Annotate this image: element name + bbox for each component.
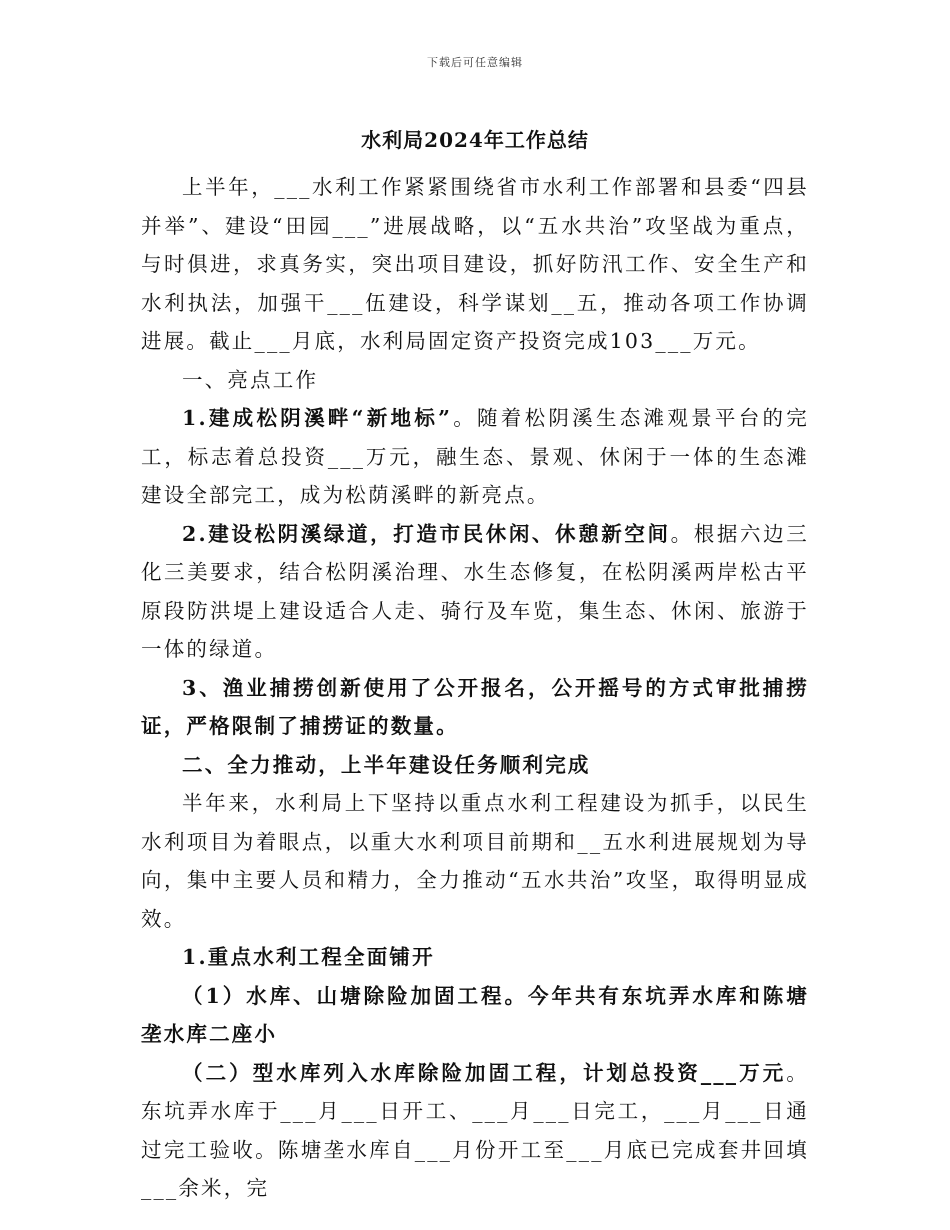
- paragraph-reservoir-2-text: 。东坑弄水库于___月___日开工、___月___日完工，___月___日通过完工验收。陈塘垄水库自___月份开工至___月底已完成套井回填___余米，完: [141, 1060, 809, 1200]
- paragraph-reservoir-2-heading: （二）型水库列入水库除险加固工程，计划总投资___万元: [182, 1060, 787, 1085]
- paragraph-greenway: [141, 515, 809, 669]
- paragraph-half-year: 半年来，水利局上下坚持以重点水利工程建设为抓手，以民生水利项目为着眼点，以重大水利项目前期和__五水利进展规划为导向，集中主要人员和精力，全力推动“五水共治”攻坚，取得明显成效。: [141, 791, 809, 931]
- paragraph-intro: 上半年，___水利工作紧紧围绕省市水利工作部署和县委“四县并举”、建设“田园___”进展战略，以“五水共治”攻坚战为重点，与时俱进，求真务实，突出项目建设，抓好防汛工作、安全生产和水利执法，加强干___伍建设，科学谋划__五，推动各项工作协调进展。截止___月底，水利局固定资产投资完成103___万元。: [141, 175, 809, 353]
- paragraph-landmark: [141, 399, 809, 515]
- document-body: [141, 168, 809, 1208]
- paragraph-landmark-heading: 1.建成松阴溪畔“新地标”: [182, 406, 453, 430]
- header-note: 下载后可任意编辑: [427, 56, 523, 69]
- paragraph-greenway-text: 。根据六边三化三美要求，结合松阴溪治理、水生态修复，在松阴溪两岸松古平原段防洪堤上建设适合人走、骑行及车览，集生态、休闲、旅游于一体的绿道。: [141, 521, 809, 661]
- paragraph-reservoir-1: （1）水库、山塘除险加固工程。今年共有东坑弄水库和陈塘垄水库二座小: [141, 983, 809, 1046]
- section-heading-progress: 二、全力推动，上半年建设任务顺利完成: [182, 752, 591, 777]
- paragraph-landmark-text: 。随着松阴溪生态滩观景平台的完工，标志着总投资___万元，融生态、景观、休闲于一体的生态滩建设全部完工，成为松荫溪畔的新亮点。: [141, 406, 809, 507]
- subheading-key-projects: 1.重点水利工程全面铺开: [182, 945, 435, 969]
- document-title: 水利局2024年工作总结: [361, 128, 589, 152]
- paragraph-greenway-heading: 2.建设松阴溪绿道，打造市民休闲、休憩新空间: [182, 521, 671, 546]
- paragraph-reservoir-2: [141, 1054, 809, 1208]
- section-heading-highlights: 一、亮点工作: [182, 367, 319, 392]
- paragraph-fishing: 3、渔业捕捞创新使用了公开报名，公开摇号的方式审批捕捞证，严格限制了捕捞证的数量。: [141, 675, 809, 738]
